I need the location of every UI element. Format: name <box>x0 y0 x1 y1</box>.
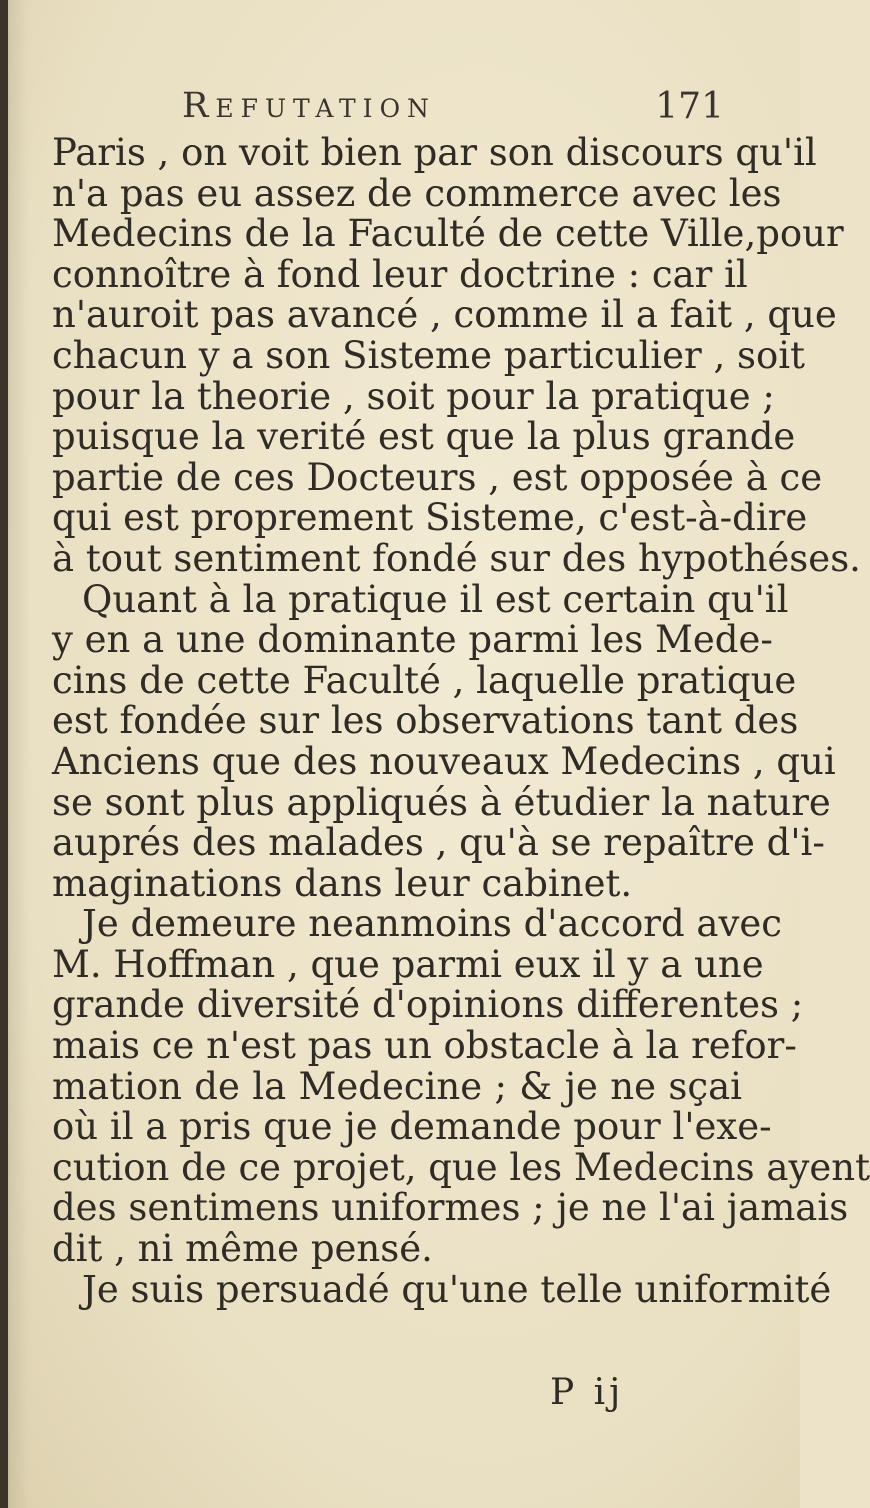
text-line: cution de ce projet, que les Medecins ayent <box>52 1145 870 1189</box>
text-line: se sont plus appliqués à étudier la nature <box>52 780 831 824</box>
body-text <box>52 131 870 1311</box>
text-line: maginations dans leur cabinet. <box>52 861 633 905</box>
text-line: Quant à la pratique il est certain qu'il <box>82 577 789 621</box>
text-line: pour la theorie , soit pour la pratique ; <box>52 374 775 418</box>
page-header <box>60 86 760 136</box>
text-line: Paris , on voit bien par son discours qu'il <box>52 131 817 174</box>
text-line: puisque la verité est que la plus grande <box>52 415 796 459</box>
text-line: est fondée sur les observations tant des <box>52 699 799 743</box>
text-line: partie de ces Docteurs , est opposée à ce <box>52 455 823 499</box>
page-number: 171 <box>655 86 724 127</box>
text-line: mais ce n'est pas un obstacle à la refor- <box>52 1024 797 1068</box>
text-line: auprés des malades , qu'à se repaître d'i- <box>52 821 825 865</box>
text-line: mation de la Medecine ; & je ne sçai <box>52 1064 742 1108</box>
page-footer <box>60 1372 750 1416</box>
text-line: n'auroit pas avancé , comme il a fait , que <box>52 293 837 337</box>
text-line: dit , ni même pensé. <box>52 1227 433 1271</box>
text-line: chacun y a son Sisteme particulier , soit <box>52 333 805 377</box>
text-line: Je demeure neanmoins d'accord avec <box>82 902 782 946</box>
text-line: grande diversité d'opinions differentes ; <box>52 983 804 1027</box>
text-line: à tout sentiment fondé sur des hypothéses. <box>52 536 861 580</box>
text-line: Medecins de la Faculté de cette Ville,pour <box>52 212 844 256</box>
text-line: cins de cette Faculté , laquelle pratique <box>52 658 797 702</box>
text-line: connoître à fond leur doctrine : car il <box>52 252 748 296</box>
text-line: où il a pris que je demande pour l'exe- <box>52 1105 772 1149</box>
running-title: Refutation <box>182 86 436 126</box>
text-line: M. Hoffman , que parmi eux il y a une <box>52 942 764 986</box>
text-line: Anciens que des nouveaux Medecins , qui <box>52 739 836 783</box>
binding-gutter <box>0 0 8 1508</box>
text-line: des sentimens uniformes ; je ne l'ai jamais <box>52 1186 849 1230</box>
text-line: qui est proprement Sisteme, c'est-à-dire <box>52 496 808 540</box>
text-line: n'a pas eu assez de commerce avec les <box>52 171 782 215</box>
text-line: y en a une dominante parmi les Mede- <box>52 618 773 662</box>
text-line: Je suis persuadé qu'une telle uniformité <box>82 1267 832 1311</box>
signature-mark: P ij <box>550 1372 625 1413</box>
